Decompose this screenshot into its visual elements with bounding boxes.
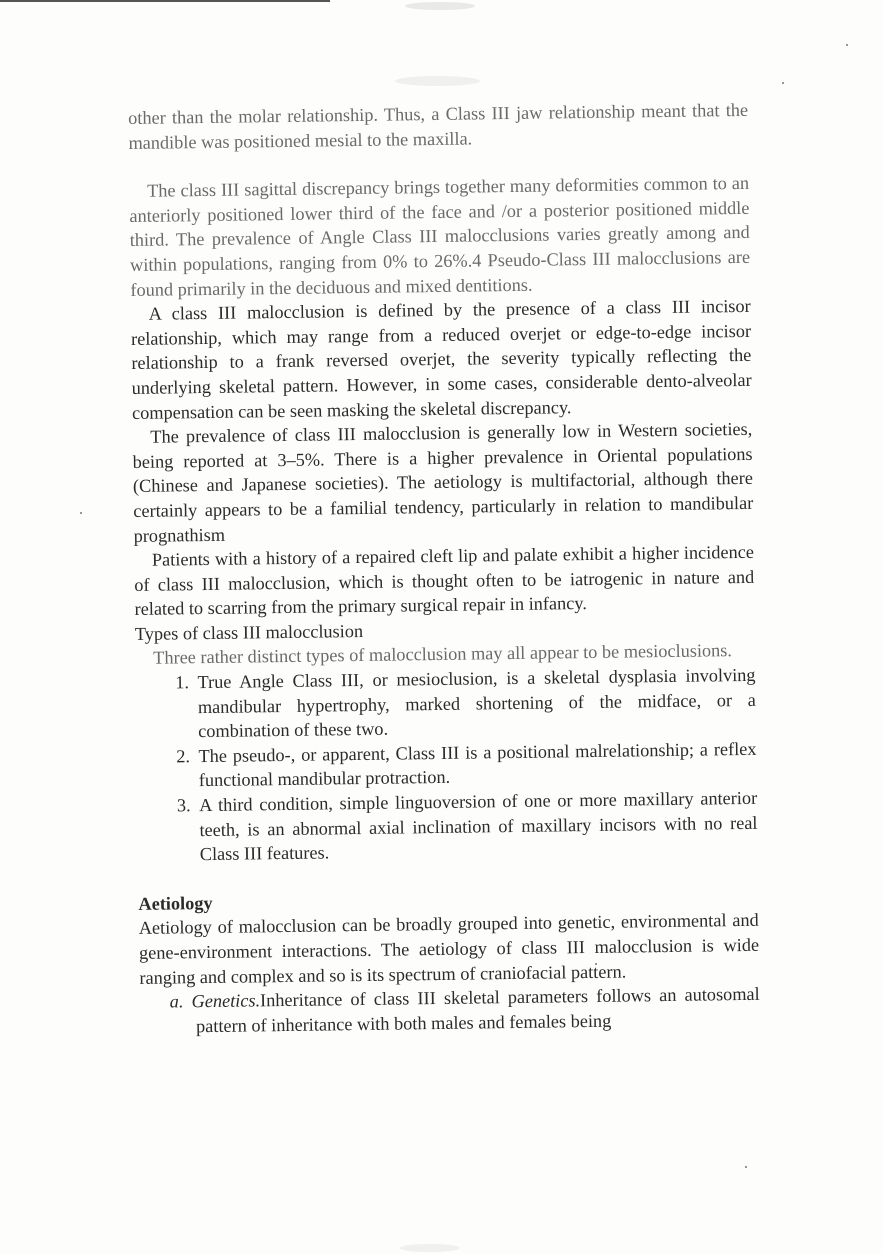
list-item: 2. The pseudo-, or apparent, Class III is a positional malrelationship; a reflex functional mandibular protraction. [194, 737, 757, 794]
section-title-aetiology: Aetiology [138, 892, 213, 914]
paragraph-prevalence: The prevalence of class III malocclusion is generally low in Western societies, being reported at 3–5%. There is a higher prevalence in Oriental populations (Chinese and Japanese societies). The aetiology is multifactorial, although there certainly appears to be a familial tendency, particularly in relation to mandibular prognathism [132, 418, 754, 546]
scan-speck [846, 44, 848, 46]
aetiology-item-genetics [140, 982, 761, 1039]
paragraph-sagittal-discrepancy: The class III sagittal discrepancy brings together many deformities common to an anteriorly positioned lower third of the face and /or a posterior positioned middle third. The prevalence of Angle Class III malocclusions varies greatly among and within populations, ranging from 0% to 26%.4 Pseudo-Class III malocclusions are found primarily in the deciduous and mixed dentitions. [129, 173, 751, 300]
types-list [135, 663, 758, 868]
scan-smudge [405, 2, 475, 10]
item-term: Genetics. [191, 990, 261, 1012]
item-text: Inheritance of class III skeletal parameters follows an autosomal pattern of inheritance with both males and females being [195, 983, 760, 1036]
scan-speck [782, 82, 784, 84]
paragraph-cleft-lip: Patients with a history of a repaired cleft lip and palate exhibit a higher incidence of class III malocclusion, which is thought often to be iatrogenic in nature and related to scarring from the primary surgical repair in infancy. [134, 541, 755, 620]
list-item: 1. True Angle Class III, or mesioclusion, is a skeletal dysplasia involving mandibular hypertrophy, marked shortening of the midface, or a combination of these two. [193, 663, 756, 744]
scan-speck [745, 1166, 747, 1168]
scan-smudge [395, 76, 480, 86]
section-title-types: Types of class III malocclusion [134, 620, 364, 644]
paragraph-aetiology: Aetiology of malocclusion can be broadly grouped into genetic, environmental and gene-environment interactions. The aetiology of class III malocclusion is wide ranging and complex and so is its spectrum of craniofacial pattern. [138, 910, 760, 988]
list-item: 3. A third condition, simple linguoversion of one or more maxillary anterior teeth, is an abnormal axial inclination of maxillary incisors with no real Class III features. [195, 786, 758, 867]
scan-speck [80, 512, 82, 514]
document-body [128, 98, 760, 1039]
scan-smudge [400, 1244, 460, 1252]
types-intro: Three rather distinct types of malocclusion may all appear to be mesioclusions. [153, 640, 733, 669]
scan-edge-line [0, 0, 330, 2]
paragraph-definition: A class III malocclusion is defined by the presence of a class III incisor relationship, which may range from a reduced overjet or edge-to-edge incisor relationship to a frank reversed overjet, the severity typically reflecting the underlying skeletal pattern. However, in some cases, considerable dento-alveolar compensation can be seen masking the skeletal discrepancy. [130, 296, 752, 423]
paragraph-continuation: other than the molar relationship. Thus, a Class III jaw relationship meant that the mandible was positioned mesial to the maxilla. [128, 99, 749, 153]
item-label: a. [169, 991, 184, 1012]
